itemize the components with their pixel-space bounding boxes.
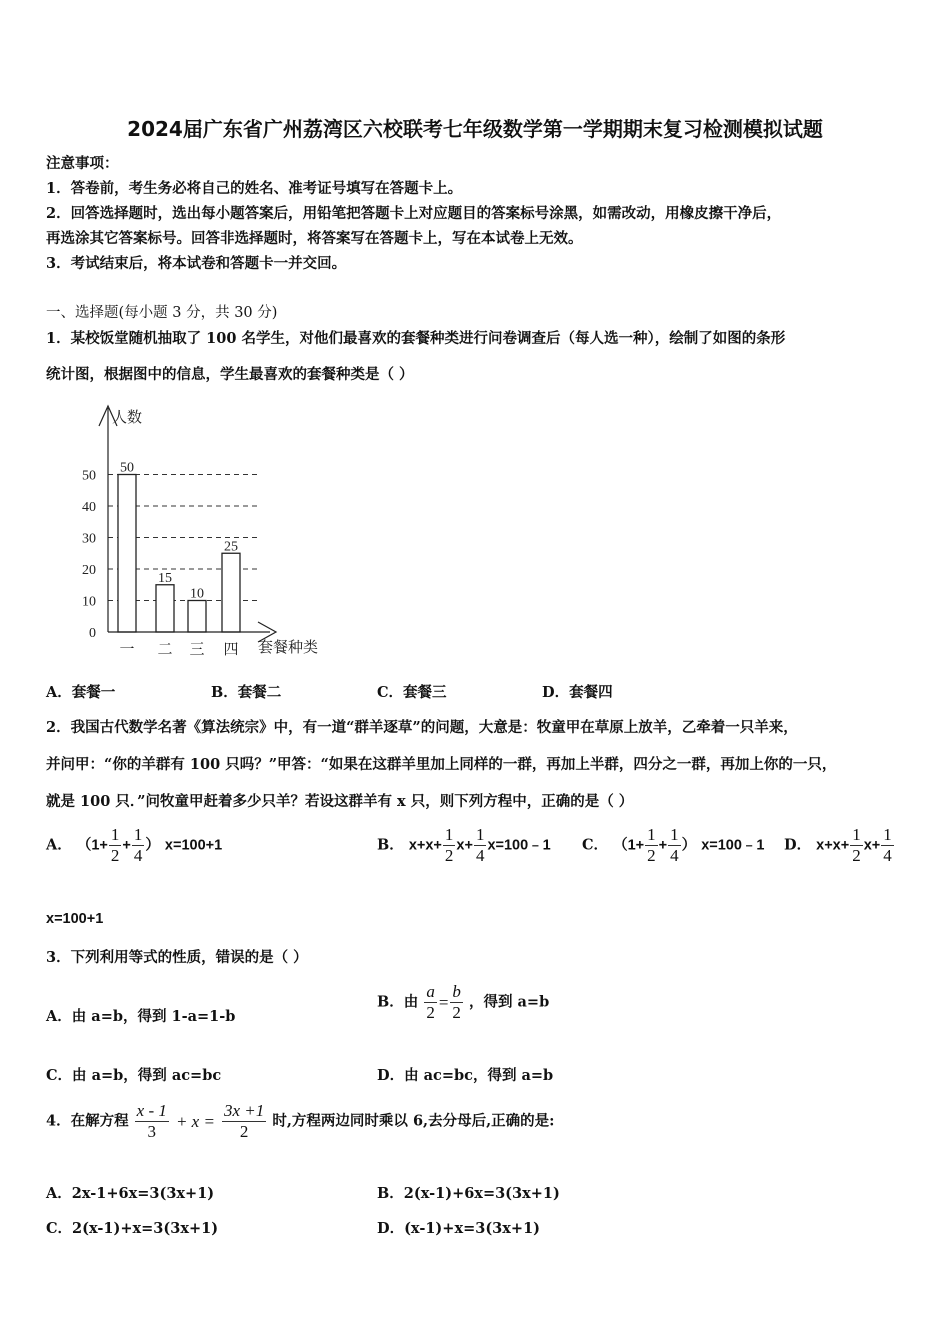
x-tick-label: 一	[119, 640, 135, 658]
q1-option-d: D．套餐四	[542, 684, 613, 701]
q2-option-d	[784, 825, 895, 866]
option-label: C．	[582, 836, 609, 854]
q2-text: 2．我国古代数学名著《算法统宗》中，有一道“群羊逐草”的问题，大意是：牧童甲在草原上放羊，乙牵着一只羊来，	[46, 719, 798, 736]
option-label: D．	[784, 836, 812, 854]
q4-option-b: B．2(x-1)+6x=3(3x+1)	[377, 1185, 560, 1202]
option-text: ）	[145, 837, 160, 854]
fraction-quarter: $\frac{1}{4}$	[670, 825, 679, 865]
fraction-b-over-2: $\frac{b}{2}$	[452, 982, 461, 1022]
q3-text: 3．下列利用等式的性质，错误的是（ ）	[46, 949, 308, 966]
option-text: x+x+	[408, 837, 442, 854]
equals-sign: =	[438, 992, 449, 1012]
fraction-half: $\frac{1}{2}$	[444, 825, 454, 865]
fraction-quarter: $\frac{1}{4}$	[883, 825, 892, 865]
bar-chart	[70, 398, 340, 660]
option-text: x=100+1	[164, 837, 223, 854]
note-item: 2．回答选择题时，选出每小题答案后，用铅笔把答题卡上对应题目的答案标号涂黑，如需改动，用橡皮擦干净后，	[46, 205, 782, 222]
bar-data-label: 10	[190, 586, 204, 602]
option-text: x+	[456, 837, 473, 854]
fraction-3x-plus-1-over-2: $\frac{3x +1}{2}$	[224, 1101, 265, 1141]
y-tick-label: 0	[89, 626, 96, 641]
fraction-quarter: $\frac{1}{4}$	[475, 825, 485, 865]
y-tick-label: 50	[82, 468, 96, 484]
q4-option-a: A．2x-1+6x=3(3x+1)	[46, 1185, 215, 1202]
y-tick-label: 10	[82, 594, 96, 610]
page-title: 2024届广东省广州荔湾区六校联考七年级数学第一学期期末复习检测模拟试题	[127, 117, 823, 141]
option-label: B．	[377, 836, 404, 854]
q2-text: 就是 100 只．”问牧童甲赶着多少只羊？若设这群羊有 x 只，则下列方程中，正确的是（ ）	[46, 793, 634, 810]
note-item: 再选涂其它答案标号。回答非选择题时，将答案写在答题卡上，写在本试卷上无效。	[46, 230, 583, 247]
q2-option-c	[582, 825, 764, 866]
x-axis-label: 套餐种类	[258, 638, 319, 656]
q1-option-b: B．套餐二	[211, 684, 282, 701]
option-text: +	[122, 837, 131, 854]
option-text: +	[658, 837, 668, 854]
fraction-half: $\frac{1}{2}$	[110, 825, 120, 865]
section-heading: 一、选择题(每小题 3 分，共 30 分)	[46, 305, 278, 321]
x-tick-label: 三	[189, 640, 205, 658]
q2-text: 并问甲：“你的羊群有 100 只吗？”甲答：“如果在这群羊里加上同样的一群，再加上半群，四分之一群，再加上你的一只，	[46, 756, 837, 773]
q3-option-b	[377, 982, 549, 1023]
q3-option-a: A．由 a=b，得到 1-a=1-b	[46, 1008, 236, 1025]
note-item: 3．考试结束后，将本试卷和答题卡一并交回。	[46, 255, 347, 272]
option-text: x+	[863, 837, 881, 854]
option-label: A．	[46, 836, 72, 854]
notes-heading: 注意事项：	[46, 155, 119, 172]
plus-x-equals: + x =	[175, 1111, 215, 1131]
q4-option-d: D．(x-1)+x=3(3x+1)	[377, 1220, 541, 1237]
q4-post: 时,方程两边同时乘以 6,去分母后,正确的是:	[272, 1112, 555, 1130]
bar-data-label: 50	[120, 460, 134, 476]
option-text: （1+	[613, 837, 645, 854]
q3-option-d: D．由 ac=bc，得到 a=b	[377, 1067, 554, 1084]
q2-option-a	[46, 825, 222, 866]
q1-text: 1．某校饭堂随机抽取了 100 名学生，对他们最喜欢的套餐种类进行问卷调查后（每人选一种），绘制了如图的条形	[46, 330, 786, 347]
q4-text	[46, 1101, 554, 1142]
q1-text: 统计图，根据图中的信息，学生最喜欢的套餐种类是（ ）	[46, 366, 414, 383]
y-tick-label: 30	[82, 531, 96, 547]
q1-option-a: A．套餐一	[46, 684, 116, 701]
q1-option-c: C．套餐三	[377, 684, 447, 701]
bar	[156, 585, 174, 632]
q2-option-b	[377, 825, 551, 866]
q4-option-c: C．2(x-1)+x=3(3x+1)	[46, 1220, 219, 1237]
option-text: x=100﹣1	[701, 837, 765, 854]
fraction-half: $\frac{1}{2}$	[647, 825, 656, 865]
option-text: ，得到 a=b	[468, 993, 550, 1011]
fraction-half: $\frac{1}{2}$	[852, 825, 861, 865]
q2-option-d-tail: x=100+1	[46, 911, 104, 927]
x-tick-label: 二	[157, 640, 173, 658]
bar-data-label: 25	[224, 539, 238, 555]
fraction-quarter: $\frac{1}{4}$	[133, 825, 143, 865]
y-tick-label: 40	[82, 500, 96, 515]
fraction-a-over-2: $\frac{a}{2}$	[426, 982, 435, 1022]
bar	[222, 553, 240, 632]
bar-data-label: 15	[158, 570, 172, 586]
q3-option-c: C．由 a=b，得到 ac=bc	[46, 1067, 222, 1084]
option-text: ）	[681, 837, 697, 854]
bar	[188, 601, 206, 633]
option-text: （1+	[76, 837, 108, 854]
x-tick-label: 四	[223, 640, 239, 658]
fraction-x-minus-1-over-3: $\frac{x - 1}{3}$	[136, 1101, 167, 1141]
q4-pre: 4．在解方程	[46, 1112, 129, 1130]
y-tick-label: 20	[82, 563, 96, 578]
bar	[118, 475, 136, 633]
option-text: x=100﹣1	[487, 837, 551, 854]
option-text: x+x+	[816, 837, 850, 854]
y-axis-label: 人数	[112, 408, 143, 426]
note-item: 1．答卷前，考生务必将自己的姓名、准考证号填写在答题卡上。	[46, 180, 463, 197]
option-text: B．由	[377, 993, 419, 1011]
